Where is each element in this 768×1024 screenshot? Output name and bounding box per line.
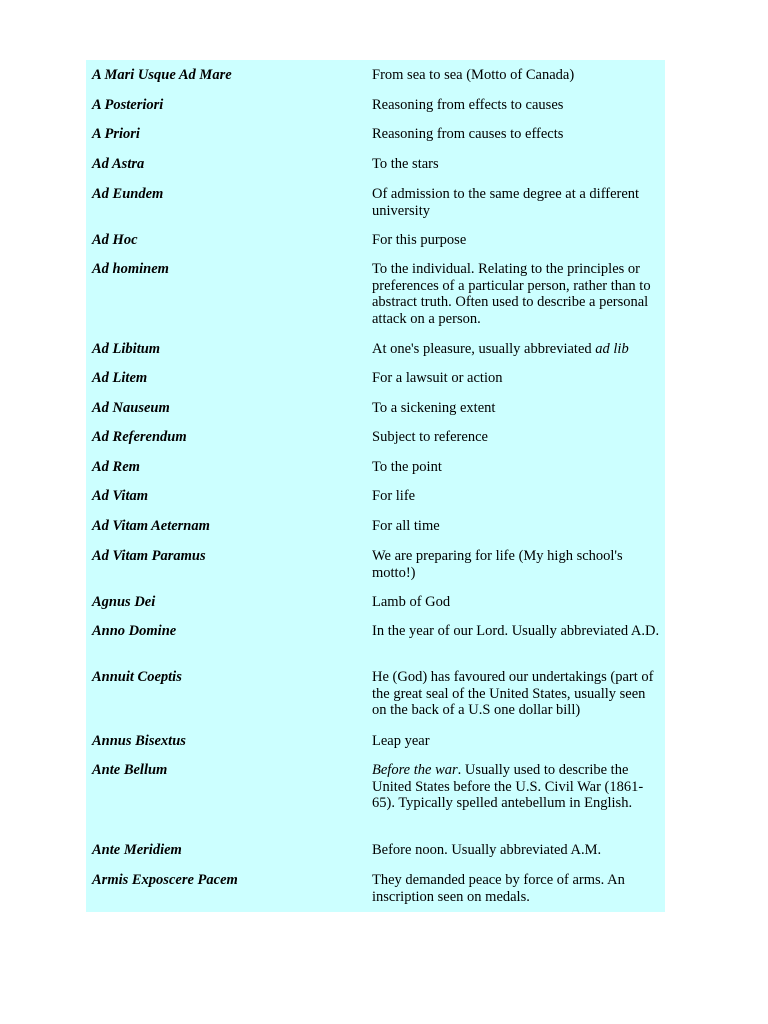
table-row — [86, 156, 665, 186]
table-row — [86, 623, 665, 669]
definition-abbreviation: ad lib — [595, 341, 629, 357]
table-row — [86, 872, 665, 912]
definition — [372, 762, 662, 842]
table-row — [86, 97, 665, 126]
latin-term: Ad Eundem — [92, 186, 164, 202]
latin-term: Annus Bisextus — [92, 733, 186, 749]
latin-term: Ad Libitum — [92, 341, 161, 357]
table-row — [86, 669, 665, 733]
definition: Reasoning from effects to causes — [372, 97, 564, 113]
definition: For all time — [372, 518, 440, 534]
table-row — [86, 341, 665, 370]
definition: To the stars — [372, 156, 439, 172]
definition: In the year of our Lord. Usually abbreviated A.D. — [372, 623, 660, 639]
latin-term: Ad Rem — [92, 459, 140, 475]
definition: Lamb of God — [372, 594, 451, 610]
definition: For life — [372, 488, 416, 504]
latin-term: A Priori — [92, 126, 140, 142]
latin-term: A Mari Usque Ad Mare — [92, 67, 232, 83]
definition: To the individual. Relating to the principles or preferences of a particular person, rather than to abstract truth. Often used to describe a personal attack on a person. — [372, 261, 651, 328]
table-row — [86, 459, 665, 488]
table-row — [86, 429, 665, 459]
definition: They demanded peace by force of arms. An inscription seen on medals. — [372, 872, 625, 905]
table-row — [86, 67, 665, 97]
table-row — [86, 594, 665, 623]
definition — [372, 341, 662, 370]
table-row — [86, 733, 665, 762]
table-row — [86, 488, 665, 518]
latin-term: Ad Vitam Aeternam — [92, 518, 210, 534]
definition: Of admission to the same degree at a different university — [372, 186, 640, 219]
latin-term: A Posteriori — [92, 97, 164, 113]
table-row — [86, 186, 665, 232]
latin-phrases-table — [86, 60, 665, 912]
definition-text: . Usually used to describe the United States before the U.S. Civil War (1861-65). Typically spelled antebellum in English. — [372, 762, 644, 812]
table-row — [86, 400, 665, 429]
latin-term: Ad Hoc — [92, 232, 138, 248]
definition: We are preparing for life (My high school's motto!) — [372, 548, 623, 581]
latin-term: Ad hominem — [92, 261, 169, 277]
latin-term: Ad Vitam — [92, 488, 149, 504]
definition: To the point — [372, 459, 442, 475]
latin-term: Ad Nauseum — [92, 400, 170, 416]
table-row — [86, 548, 665, 594]
latin-term: Ad Litem — [92, 370, 148, 386]
table-row — [86, 842, 665, 872]
definition: Before noon. Usually abbreviated A.M. — [372, 842, 602, 858]
table-row — [86, 518, 665, 548]
definition: Leap year — [372, 733, 430, 749]
table-row — [86, 370, 665, 400]
latin-term: Ad Astra — [92, 156, 145, 172]
latin-term: Agnus Dei — [92, 594, 156, 610]
latin-term: Armis Exposcere Pacem — [92, 872, 238, 888]
definition-emphasis: Before the war — [372, 762, 458, 778]
table-row — [86, 232, 665, 261]
latin-term: Ad Referendum — [92, 429, 187, 445]
definition: To a sickening extent — [372, 400, 496, 416]
definition: For this purpose — [372, 232, 467, 248]
definition: Reasoning from causes to effects — [372, 126, 564, 142]
latin-term: Annuit Coeptis — [92, 669, 182, 685]
latin-term: Anno Domine — [92, 623, 177, 639]
definition: From sea to sea (Motto of Canada) — [372, 67, 575, 83]
definition-text: At one's pleasure, usually abbreviated — [372, 341, 596, 357]
latin-term: Ad Vitam Paramus — [92, 548, 206, 564]
definition: Subject to reference — [372, 429, 488, 445]
table-row — [86, 762, 665, 842]
latin-term: Ante Bellum — [92, 762, 168, 778]
table-row — [86, 261, 665, 341]
latin-term: Ante Meridiem — [92, 842, 182, 858]
definition: He (God) has favoured our undertakings (part of the great seal of the United States, usually seen on the back of a U.S one dollar bill) — [372, 669, 654, 719]
definition: For a lawsuit or action — [372, 370, 503, 386]
table-row — [86, 126, 665, 156]
